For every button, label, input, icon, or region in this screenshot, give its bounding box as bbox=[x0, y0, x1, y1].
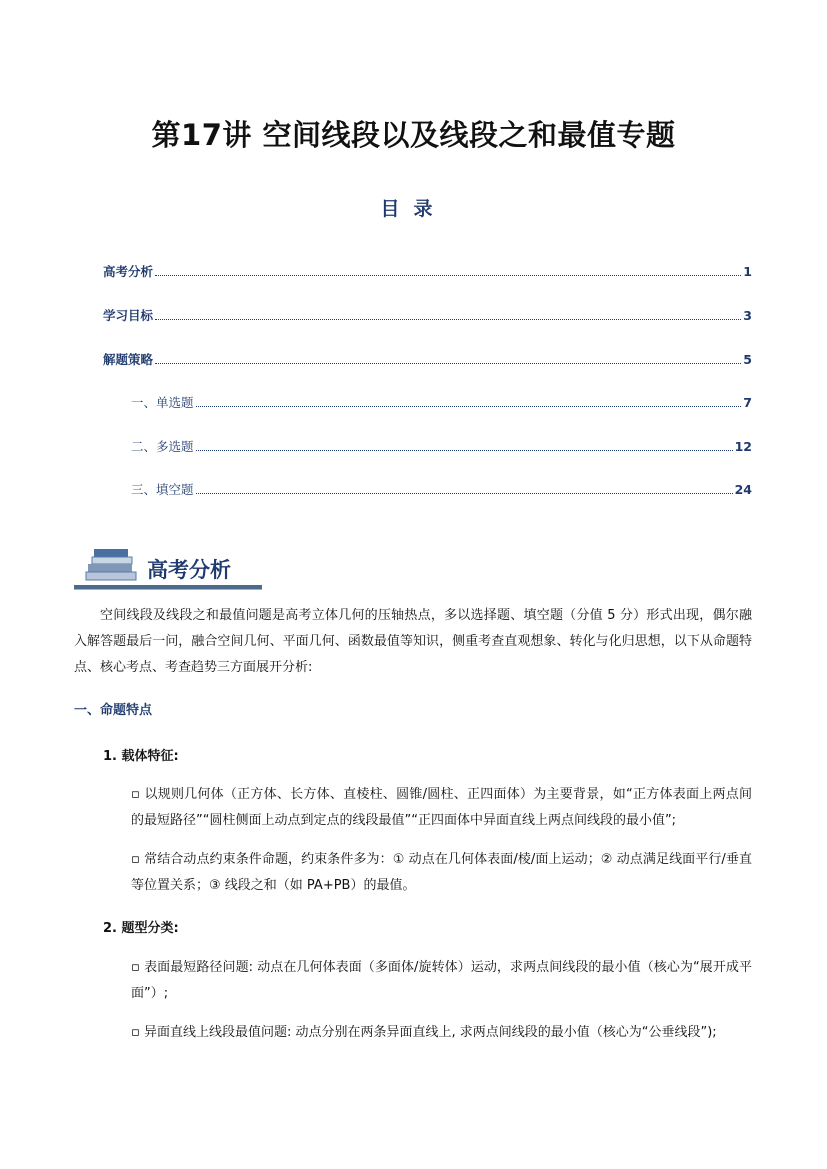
toc-entry-label: 高考分析 bbox=[103, 264, 154, 279]
toc-entry-label: 二、多选题 bbox=[131, 439, 194, 454]
toc-entry[interactable] bbox=[131, 480, 752, 498]
toc-leader-dots bbox=[196, 450, 733, 451]
toc-leader-dots bbox=[155, 363, 741, 364]
heading-proposition-features: 一、命题特点 bbox=[74, 703, 153, 718]
banner-underline bbox=[74, 585, 262, 590]
intro-paragraph: 空间线段及线段之和最值问题是高考立体几何的压轴热点，多以选择题、填空题（分值 5 分）形式出现，偶尔融入解答题最后一问，融合空间几何、平面几何、函数最值等知识，侧重考查直观想象、转化与化归思想，以下从命题特点、核心考点、考查趋势三方面展开分析: bbox=[74, 608, 752, 675]
toc-entry[interactable] bbox=[103, 350, 752, 368]
toc-entry-page: 3 bbox=[743, 308, 752, 323]
subheading-question-types: 2. 题型分类: bbox=[103, 921, 179, 936]
toc-entry[interactable] bbox=[131, 393, 752, 411]
toc-entry-label: 解题策略 bbox=[103, 352, 154, 367]
toc-entry[interactable] bbox=[131, 437, 752, 455]
toc-leader-dots bbox=[155, 275, 741, 276]
toc-entry-label: 三、填空题 bbox=[131, 482, 194, 497]
toc-entry-page: 7 bbox=[743, 395, 752, 410]
toc-heading: 目录 bbox=[380, 198, 447, 220]
bullet-item: ▫ 异面直线上线段最值问题: 动点分别在两条异面直线上, 求两点间线段的最小值（核心为“公垂线段”); bbox=[131, 1025, 717, 1040]
toc-entry-label: 一、单选题 bbox=[131, 395, 194, 410]
toc-entry-page: 1 bbox=[743, 264, 752, 279]
books-icon bbox=[80, 545, 144, 585]
toc-leader-dots bbox=[196, 493, 733, 494]
document-title: 第17讲 空间线段以及线段之和最值专题 bbox=[151, 118, 676, 152]
toc-leader-dots bbox=[155, 319, 741, 320]
toc-entry[interactable] bbox=[103, 262, 752, 280]
bullet-item: ▫ 以规则几何体（正方体、长方体、直棱柱、圆锥/圆柱、正四面体）为主要背景，如“正方体表面上两点间的最短路径”“圆柱侧面上动点到定点的线段最值”“正四面体中异面直线上两点间线段的最小值”; bbox=[131, 787, 752, 828]
toc-entry-label: 学习目标 bbox=[103, 308, 154, 323]
toc-entry-page: 12 bbox=[734, 439, 752, 454]
toc-entry[interactable] bbox=[103, 306, 752, 324]
subheading-carrier-features: 1. 载体特征: bbox=[103, 749, 179, 764]
bullet-item: ▫ 常结合动点约束条件命题，约束条件多为：① 动点在几何体表面/棱/面上运动；② 动点满足线面平行/垂直等位置关系；③ 线段之和（如 PA+PB）的最值。 bbox=[131, 852, 752, 893]
toc-entry-page: 5 bbox=[743, 352, 752, 367]
toc-entry-page: 24 bbox=[734, 482, 752, 497]
section-banner-title: 高考分析 bbox=[147, 558, 231, 582]
bullet-item: ▫ 表面最短路径问题: 动点在几何体表面（多面体/旋转体）运动，求两点间线段的最小值（核心为“展开成平面”）; bbox=[131, 960, 752, 1001]
toc-leader-dots bbox=[196, 406, 742, 407]
section-banner bbox=[74, 543, 262, 590]
